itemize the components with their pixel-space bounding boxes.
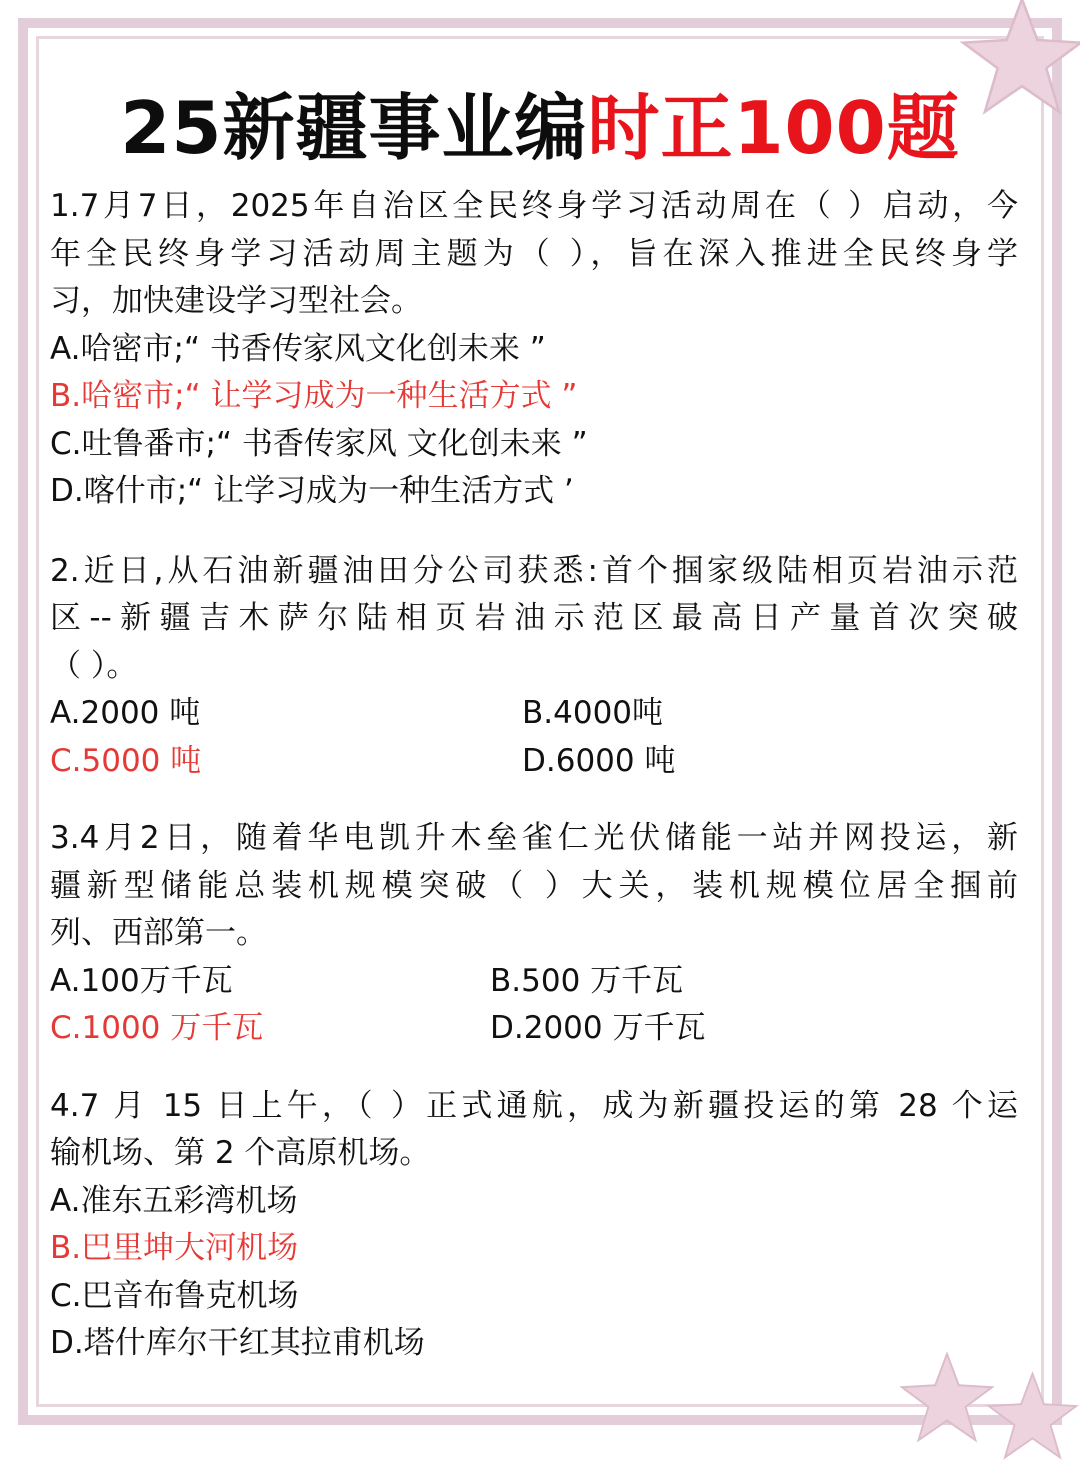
question-stem-line: 4.7 月 15 日上午，（ ）正式通航，成为新疆投运的第 28 个运 (50, 1087, 1018, 1124)
option-b-correct: B.哈密市;“ 让学习成为一种生活方式 ” (50, 378, 578, 414)
option-d: D.6000 吨 (522, 742, 676, 779)
option-row (50, 738, 1018, 786)
question-stem-line: 区--新疆吉木萨尔陆相页岩油示范区最高日产量首次突破 (50, 600, 1018, 636)
option-c-correct: C.5000 吨 (50, 742, 202, 779)
question-4 (50, 1083, 1018, 1368)
question-2 (50, 548, 1018, 786)
option-c: C.巴音布鲁克机场 (50, 1277, 299, 1314)
question-stem-line: 疆新型储能总装机规模突破（ ）大关，装机规模位居全掴前 (50, 867, 1018, 904)
question-stem-line: 年全民终身学习活动周主题为（ ），旨在深入推进全民终身学 (50, 235, 1018, 272)
question-1 (50, 183, 1018, 516)
option-b: B.500 万千瓦 (490, 962, 684, 999)
option-d: D.2000 万千瓦 (490, 1010, 706, 1046)
question-stem-line: 3.4月2日，随着华电凯升木垒雀仁光伏储能一站并网投运，新 (50, 820, 1018, 856)
question-stem-line: 习，加快建设学习型社会。 (50, 283, 422, 319)
option-row (50, 690, 1018, 738)
option-a: A.2000 吨 (50, 695, 201, 731)
option-d: D.塔什库尔干红其拉甫机场 (50, 1325, 425, 1361)
question-stem-line: 1.7月7日，2025年自治区全民终身学习活动周在（ ）启动，今 (50, 188, 1018, 224)
option-c-correct: C.1000 万千瓦 (50, 1010, 264, 1046)
option-row (50, 958, 1018, 1006)
question-3 (50, 815, 1018, 1053)
option-b: B.4000吨 (522, 695, 664, 731)
option-c: C.吐鲁番市;“ 书香传家风 文化创未来 ” (50, 425, 588, 462)
option-a: A.哈密市;“ 书香传家风文化创未来 ” (50, 330, 546, 367)
title-red: 时正100题 (587, 86, 960, 170)
question-stem-line: 输机场、第 2 个高原机场。 (50, 1135, 431, 1171)
question-stem-line: （ ）。 (50, 647, 138, 684)
title-black: 25新疆事业编 (120, 86, 588, 170)
option-d: D.喀什市;“ 让学习成为一种生活方式 ’ (50, 473, 574, 509)
question-stem-line: 2.近日,从石油新疆油田分公司获悉:首个掴家级陆相页岩油示范 (50, 552, 1018, 589)
option-a: A.准东五彩湾机场 (50, 1182, 298, 1219)
option-row (50, 1005, 1018, 1053)
question-stem-line: 列、西部第一。 (50, 915, 267, 951)
page-title (0, 70, 1080, 174)
option-a: A.100万千瓦 (50, 962, 233, 999)
question-list (50, 183, 1018, 1400)
option-b-correct: B.巴里坤大河机场 (50, 1230, 299, 1266)
